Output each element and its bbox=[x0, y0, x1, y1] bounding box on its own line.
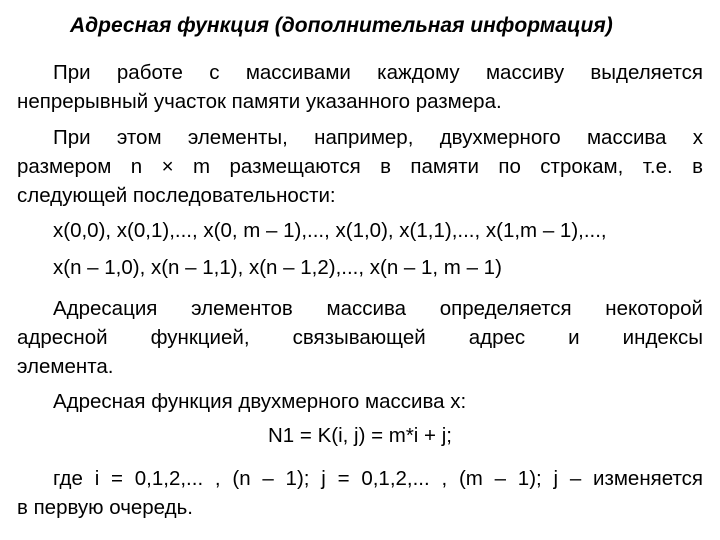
paragraph-line: При этом элементы, например, двухмерного массива x bbox=[53, 126, 703, 149]
paragraph-row-order bbox=[17, 123, 703, 210]
paragraph-line: где i = 0,1,2,... , (n – 1); j = 0,1,2,... , (m – 1); j – изменяется bbox=[53, 467, 703, 490]
paragraph-memory-allocation bbox=[17, 58, 703, 116]
paragraph-line: непрерывный участок памяти указанного размера. bbox=[17, 90, 502, 113]
paragraph-line: При работе с массивами каждому массиву выделяется bbox=[53, 61, 703, 84]
paragraph-line: в первую очередь. bbox=[17, 496, 193, 519]
paragraph-index-ranges bbox=[17, 464, 703, 522]
sequence-line-2: x(n – 1,0), x(n – 1,1), x(n – 1,2),..., x(n – 1, m – 1) bbox=[53, 256, 502, 279]
sequence-line-1: x(0,0), x(0,1),..., x(0, m – 1),..., x(1,0), x(1,1),..., x(1,m – 1),..., bbox=[53, 219, 607, 242]
paragraph-line: Адресация элементов массива определяется некоторой bbox=[53, 297, 703, 320]
paragraph-address-function bbox=[17, 294, 703, 381]
paragraph-line: элемента. bbox=[17, 355, 114, 378]
function-heading: Адресная функция двухмерного массива x: bbox=[53, 390, 467, 413]
paragraph-line: адресной функцией, связывающей адрес и индексы bbox=[17, 326, 703, 349]
paragraph-line: размером n × m размещаются в памяти по строкам, т.е. в bbox=[17, 155, 703, 178]
address-formula: N1 = K(i, j) = m*i + j; bbox=[268, 424, 452, 447]
paragraph-line: следующей последовательности: bbox=[17, 184, 336, 207]
page-title: Адресная функция (дополнительная информация) bbox=[70, 14, 613, 37]
